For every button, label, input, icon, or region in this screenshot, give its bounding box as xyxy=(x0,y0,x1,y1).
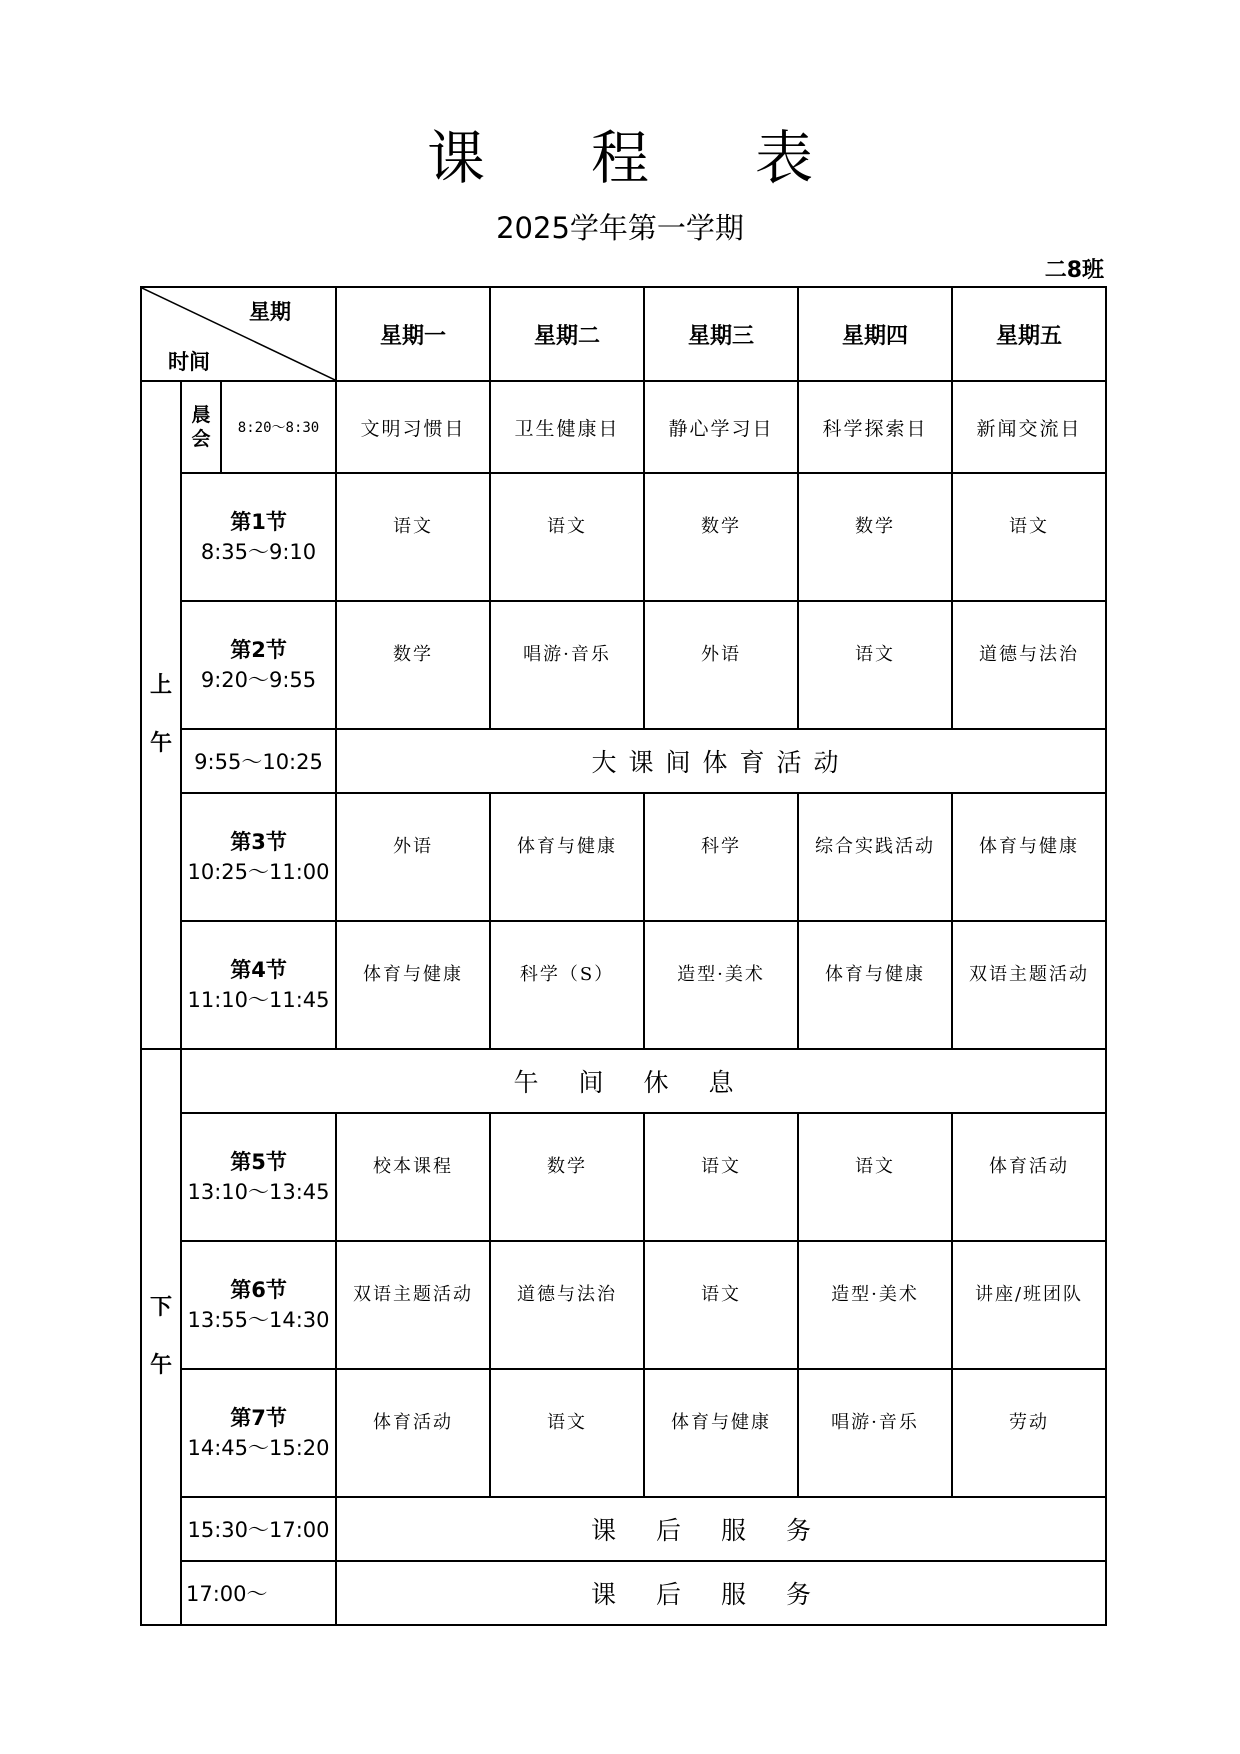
morning-meeting-label: 晨会 xyxy=(191,404,211,450)
subject-cell: 外语 xyxy=(644,601,798,729)
period-row xyxy=(141,1369,1106,1497)
morning-meeting-row xyxy=(141,381,1106,473)
day-header: 星期三 xyxy=(644,287,798,381)
after-school-activity: 课后服务 xyxy=(336,1561,1106,1625)
morning-meeting-time: 8:20～8:30 xyxy=(221,381,336,473)
morning-label-cell xyxy=(141,381,181,1049)
subject-cell: 科学 xyxy=(644,793,798,921)
subject-cell: 讲座/班团队 xyxy=(952,1241,1106,1369)
after-school-activity: 课后服务 xyxy=(336,1497,1106,1561)
subject-cell: 劳动 xyxy=(952,1369,1106,1497)
period-cell xyxy=(181,1241,336,1369)
period-name: 第4节 xyxy=(230,958,287,982)
subject-cell: 语文 xyxy=(336,473,490,601)
period-name: 第5节 xyxy=(230,1150,287,1174)
subject-cell: 数学 xyxy=(644,473,798,601)
corner-header-cell xyxy=(141,287,336,381)
morning-meeting-label-cell xyxy=(181,381,221,473)
day-header: 星期五 xyxy=(952,287,1106,381)
period-row xyxy=(141,601,1106,729)
period-time: 13:55～14:30 xyxy=(187,1308,330,1332)
subject-cell: 道德与法治 xyxy=(490,1241,644,1369)
subject-cell: 语文 xyxy=(798,601,952,729)
day-header: 星期二 xyxy=(490,287,644,381)
period-time: 11:10～11:45 xyxy=(187,988,330,1012)
subject-cell: 唱游·音乐 xyxy=(490,601,644,729)
subject-cell: 双语主题活动 xyxy=(336,1241,490,1369)
afternoon-label-cell xyxy=(141,1049,181,1625)
schedule-table xyxy=(140,286,1107,1626)
period-time: 9:20～9:55 xyxy=(200,668,317,692)
period-row xyxy=(141,1241,1106,1369)
period-row xyxy=(141,473,1106,601)
subject-cell: 道德与法治 xyxy=(952,601,1106,729)
big-break-time: 9:55～10:25 xyxy=(181,729,336,793)
morning-label: 上午 xyxy=(149,673,172,756)
subject-cell: 语文 xyxy=(798,1113,952,1241)
morning-meeting-topic: 静心学习日 xyxy=(644,381,798,473)
semester-subtitle: 2025学年第一学期 xyxy=(496,211,744,245)
subject-cell: 语文 xyxy=(490,1369,644,1497)
period-row xyxy=(141,921,1106,1049)
big-break-activity: 大课间体育活动 xyxy=(336,729,1106,793)
period-time: 10:25～11:00 xyxy=(187,860,330,884)
period-time: 14:45～15:20 xyxy=(187,1436,330,1460)
lunch-row xyxy=(141,1049,1106,1113)
subject-cell: 造型·美术 xyxy=(644,921,798,1049)
morning-meeting-topic: 文明习惯日 xyxy=(336,381,490,473)
period-cell xyxy=(181,473,336,601)
subject-cell: 唱游·音乐 xyxy=(798,1369,952,1497)
after-school-time: 15:30～17:00 xyxy=(181,1497,336,1561)
subject-cell: 语文 xyxy=(644,1241,798,1369)
subject-cell: 科学（S） xyxy=(490,921,644,1049)
period-cell xyxy=(181,601,336,729)
day-header: 星期一 xyxy=(336,287,490,381)
subject-cell: 语文 xyxy=(490,473,644,601)
period-name: 第3节 xyxy=(230,830,287,854)
subject-cell: 校本课程 xyxy=(336,1113,490,1241)
subject-cell: 体育与健康 xyxy=(798,921,952,1049)
subject-cell: 体育活动 xyxy=(336,1369,490,1497)
subject-cell: 体育与健康 xyxy=(952,793,1106,921)
period-name: 第2节 xyxy=(230,638,287,662)
subject-cell: 体育与健康 xyxy=(490,793,644,921)
period-time: 13:10～13:45 xyxy=(187,1180,330,1204)
period-time: 8:35～9:10 xyxy=(200,540,317,564)
after-school-row xyxy=(141,1561,1106,1625)
lunch-activity: 午间休息 xyxy=(181,1049,1106,1113)
class-name: 二8班 xyxy=(1044,258,1104,283)
period-row xyxy=(141,1113,1106,1241)
afternoon-label: 下午 xyxy=(149,1295,172,1378)
after-school-row xyxy=(141,1497,1106,1561)
period-cell xyxy=(181,921,336,1049)
subject-cell: 体育与健康 xyxy=(336,921,490,1049)
corner-time-label: 时间 xyxy=(168,350,210,374)
period-name: 第6节 xyxy=(230,1278,287,1302)
corner-weekday-label: 星期 xyxy=(249,300,292,324)
page-title: 课程表 xyxy=(426,124,919,192)
subject-cell: 体育与健康 xyxy=(644,1369,798,1497)
subject-cell: 数学 xyxy=(798,473,952,601)
subject-cell: 造型·美术 xyxy=(798,1241,952,1369)
subject-cell: 双语主题活动 xyxy=(952,921,1106,1049)
period-name: 第7节 xyxy=(230,1406,287,1430)
period-row xyxy=(141,793,1106,921)
morning-meeting-topic: 卫生健康日 xyxy=(490,381,644,473)
period-cell xyxy=(181,1369,336,1497)
header-row xyxy=(141,287,1106,381)
day-header: 星期四 xyxy=(798,287,952,381)
subject-cell: 数学 xyxy=(336,601,490,729)
morning-meeting-topic: 新闻交流日 xyxy=(952,381,1106,473)
after-school-time: 17:00～ xyxy=(181,1561,336,1625)
subject-cell: 外语 xyxy=(336,793,490,921)
subject-cell: 体育活动 xyxy=(952,1113,1106,1241)
period-cell xyxy=(181,1113,336,1241)
subject-cell: 语文 xyxy=(644,1113,798,1241)
morning-meeting-topic: 科学探索日 xyxy=(798,381,952,473)
subject-cell: 综合实践活动 xyxy=(798,793,952,921)
big-break-row xyxy=(141,729,1106,793)
period-name: 第1节 xyxy=(230,510,287,534)
subject-cell: 语文 xyxy=(952,473,1106,601)
subject-cell: 数学 xyxy=(490,1113,644,1241)
period-cell xyxy=(181,793,336,921)
